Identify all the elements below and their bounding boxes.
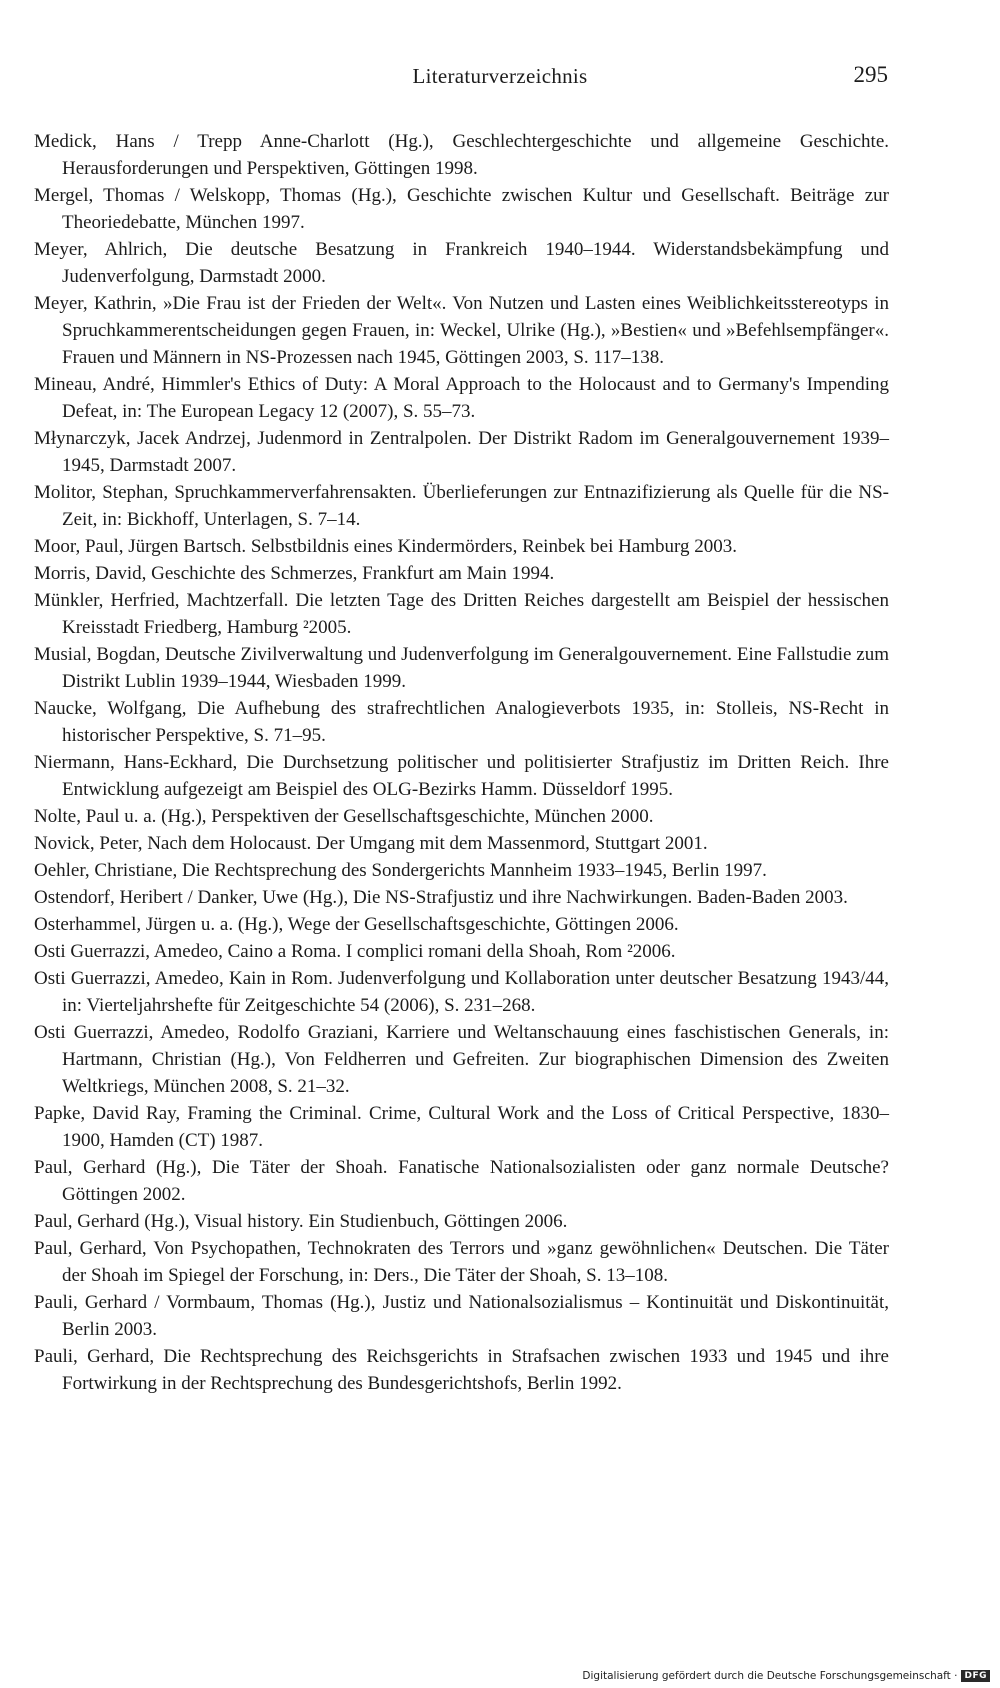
bibliography-entry: Nolte, Paul u. a. (Hg.), Perspektiven der Gesellschaftsgeschichte, München 2000. [34,806,654,827]
bibliography-entry: Pauli, Gerhard, Die Rechtsprechung des Reichsgerichts in Strafsachen zwischen 1933 und 1945 und ihre Fortwirkung in der Rechtsprechung des Bundesgerichtshofs, Berlin 1992. [34,1346,889,1394]
bibliography-entry: Osti Guerrazzi, Amedeo, Caino a Roma. I complici romani della Shoah, Rom ²2006. [34,941,676,962]
bibliography-entry: Mineau, André, Himmler's Ethics of Duty: A Moral Approach to the Holocaust and to Germany's Impending Defeat, in: The European Legacy 12 (2007), S. 55–73. [34,374,889,422]
bibliography-entry: Moor, Paul, Jürgen Bartsch. Selbstbildnis eines Kindermörders, Reinbek bei Hamburg 2003. [34,536,738,557]
bibliography-entry: Młynarczyk, Jacek Andrzej, Judenmord in Zentralpolen. Der Distrikt Radom im Generalgouvernement 1939–1945, Darmstadt 2007. [34,428,889,476]
bibliography-entry: Osti Guerrazzi, Amedeo, Rodolfo Graziani, Karriere und Weltanschauung eines faschistischen Generals, in: Hartmann, Christian (Hg.), Von Feldherren und Gefreiten. Zur biographischen Dimension des Zweiten Weltkriegs, München 2008, S. 21–32. [34,1022,889,1097]
bibliography-entry: Morris, David, Geschichte des Schmerzes, Frankfurt am Main 1994. [34,563,555,584]
bibliography-entry: Paul, Gerhard, Von Psychopathen, Technokraten des Terrors und »ganz gewöhnlichen« Deutschen. Die Täter der Shoah im Spiegel der Forschung, in: Ders., Die Täter der Shoah, S. 13–108. [34,1238,889,1286]
bibliography-entry: Ostendorf, Heribert / Danker, Uwe (Hg.), Die NS-Strafjustiz und ihre Nachwirkungen. Baden-Baden 2003. [34,887,848,908]
bibliography-entry: Meyer, Kathrin, »Die Frau ist der Frieden der Welt«. Von Nutzen und Lasten eines Weiblichkeitsstereotyps in Spruchkammerentscheidungen gegen Frauen, in: Weckel, Ulrike (Hg.), »Bestien« und »Befehlsempfänger«. Frauen und Männern in NS-Prozessen nach 1945, Göttingen 2003, S. 117–138. [34,293,889,368]
page-number: 295 [853,62,888,87]
bibliography-entry: Molitor, Stephan, Spruchkammerverfahrensakten. Überlieferungen zur Entnazifizierung als Quelle für die NS-Zeit, in: Bickhoff, Unterlagen, S. 7–14. [34,482,889,530]
bibliography-entry: Niermann, Hans-Eckhard, Die Durchsetzung politischer und politisierter Strafjustiz im Dritten Reich. Ihre Entwicklung aufgezeigt am Beispiel des OLG-Bezirks Hamm. Düsseldorf 1995. [34,752,889,800]
bibliography-entry: Oehler, Christiane, Die Rechtsprechung des Sondergerichts Mannheim 1933–1945, Berlin 1997. [34,860,767,881]
bibliography-entry: Naucke, Wolfgang, Die Aufhebung des strafrechtlichen Analogieverbots 1935, in: Stolleis, NS-Recht in historischer Perspektive, S. 71–95. [34,698,889,746]
bibliography-entry: Paul, Gerhard (Hg.), Die Täter der Shoah. Fanatische Nationalsozialisten oder ganz normale Deutsche? Göttingen 2002. [34,1157,889,1205]
bibliography-entry: Meyer, Ahlrich, Die deutsche Besatzung in Frankreich 1940–1944. Widerstandsbekämpfung und Judenverfolgung, Darmstadt 2000. [34,239,889,287]
footer-text: Digitalisierung gefördert durch die Deutsche Forschungsgemeinschaft · [582,1670,958,1682]
bibliography-list [34,128,889,1397]
bibliography-entry: Musial, Bogdan, Deutsche Zivilverwaltung und Judenverfolgung im Generalgouvernement. Eine Fallstudie zum Distrikt Lublin 1939–1944, Wiesbaden 1999. [34,644,889,692]
bibliography-entry: Osterhammel, Jürgen u. a. (Hg.), Wege der Gesellschaftsgeschichte, Göttingen 2006. [34,914,679,935]
bibliography-entry: Paul, Gerhard (Hg.), Visual history. Ein Studienbuch, Göttingen 2006. [34,1211,568,1232]
running-title: Literaturverzeichnis [412,64,588,88]
page-header [0,60,1000,94]
dfg-logo-icon: DFG [961,1670,990,1682]
bibliography-entry: Papke, David Ray, Framing the Criminal. Crime, Cultural Work and the Loss of Critical Perspective, 1830–1900, Hamden (CT) 1987. [34,1103,889,1151]
bibliography-entry: Medick, Hans / Trepp Anne-Charlott (Hg.), Geschlechtergeschichte und allgemeine Geschichte. Herausforderungen und Perspektiven, Göttingen 1998. [34,131,889,179]
bibliography-entry: Mergel, Thomas / Welskopp, Thomas (Hg.), Geschichte zwischen Kultur und Gesellschaft. Beiträge zur Theoriedebatte, München 1997. [34,185,889,233]
bibliography-entry: Osti Guerrazzi, Amedeo, Kain in Rom. Judenverfolgung und Kollaboration unter deutscher Besatzung 1943/44, in: Vierteljahrshefte für Zeitgeschichte 54 (2006), S. 231–268. [34,968,889,1016]
digitization-footer [582,1670,990,1682]
bibliography-entry: Münkler, Herfried, Machtzerfall. Die letzten Tage des Dritten Reiches dargestellt am Beispiel der hessischen Kreisstadt Friedberg, Hamburg ²2005. [34,590,889,638]
bibliography-entry: Novick, Peter, Nach dem Holocaust. Der Umgang mit dem Massenmord, Stuttgart 2001. [34,833,708,854]
bibliography-entry: Pauli, Gerhard / Vormbaum, Thomas (Hg.), Justiz und Nationalsozialismus – Kontinuität und Diskontinuität, Berlin 2003. [34,1292,889,1340]
